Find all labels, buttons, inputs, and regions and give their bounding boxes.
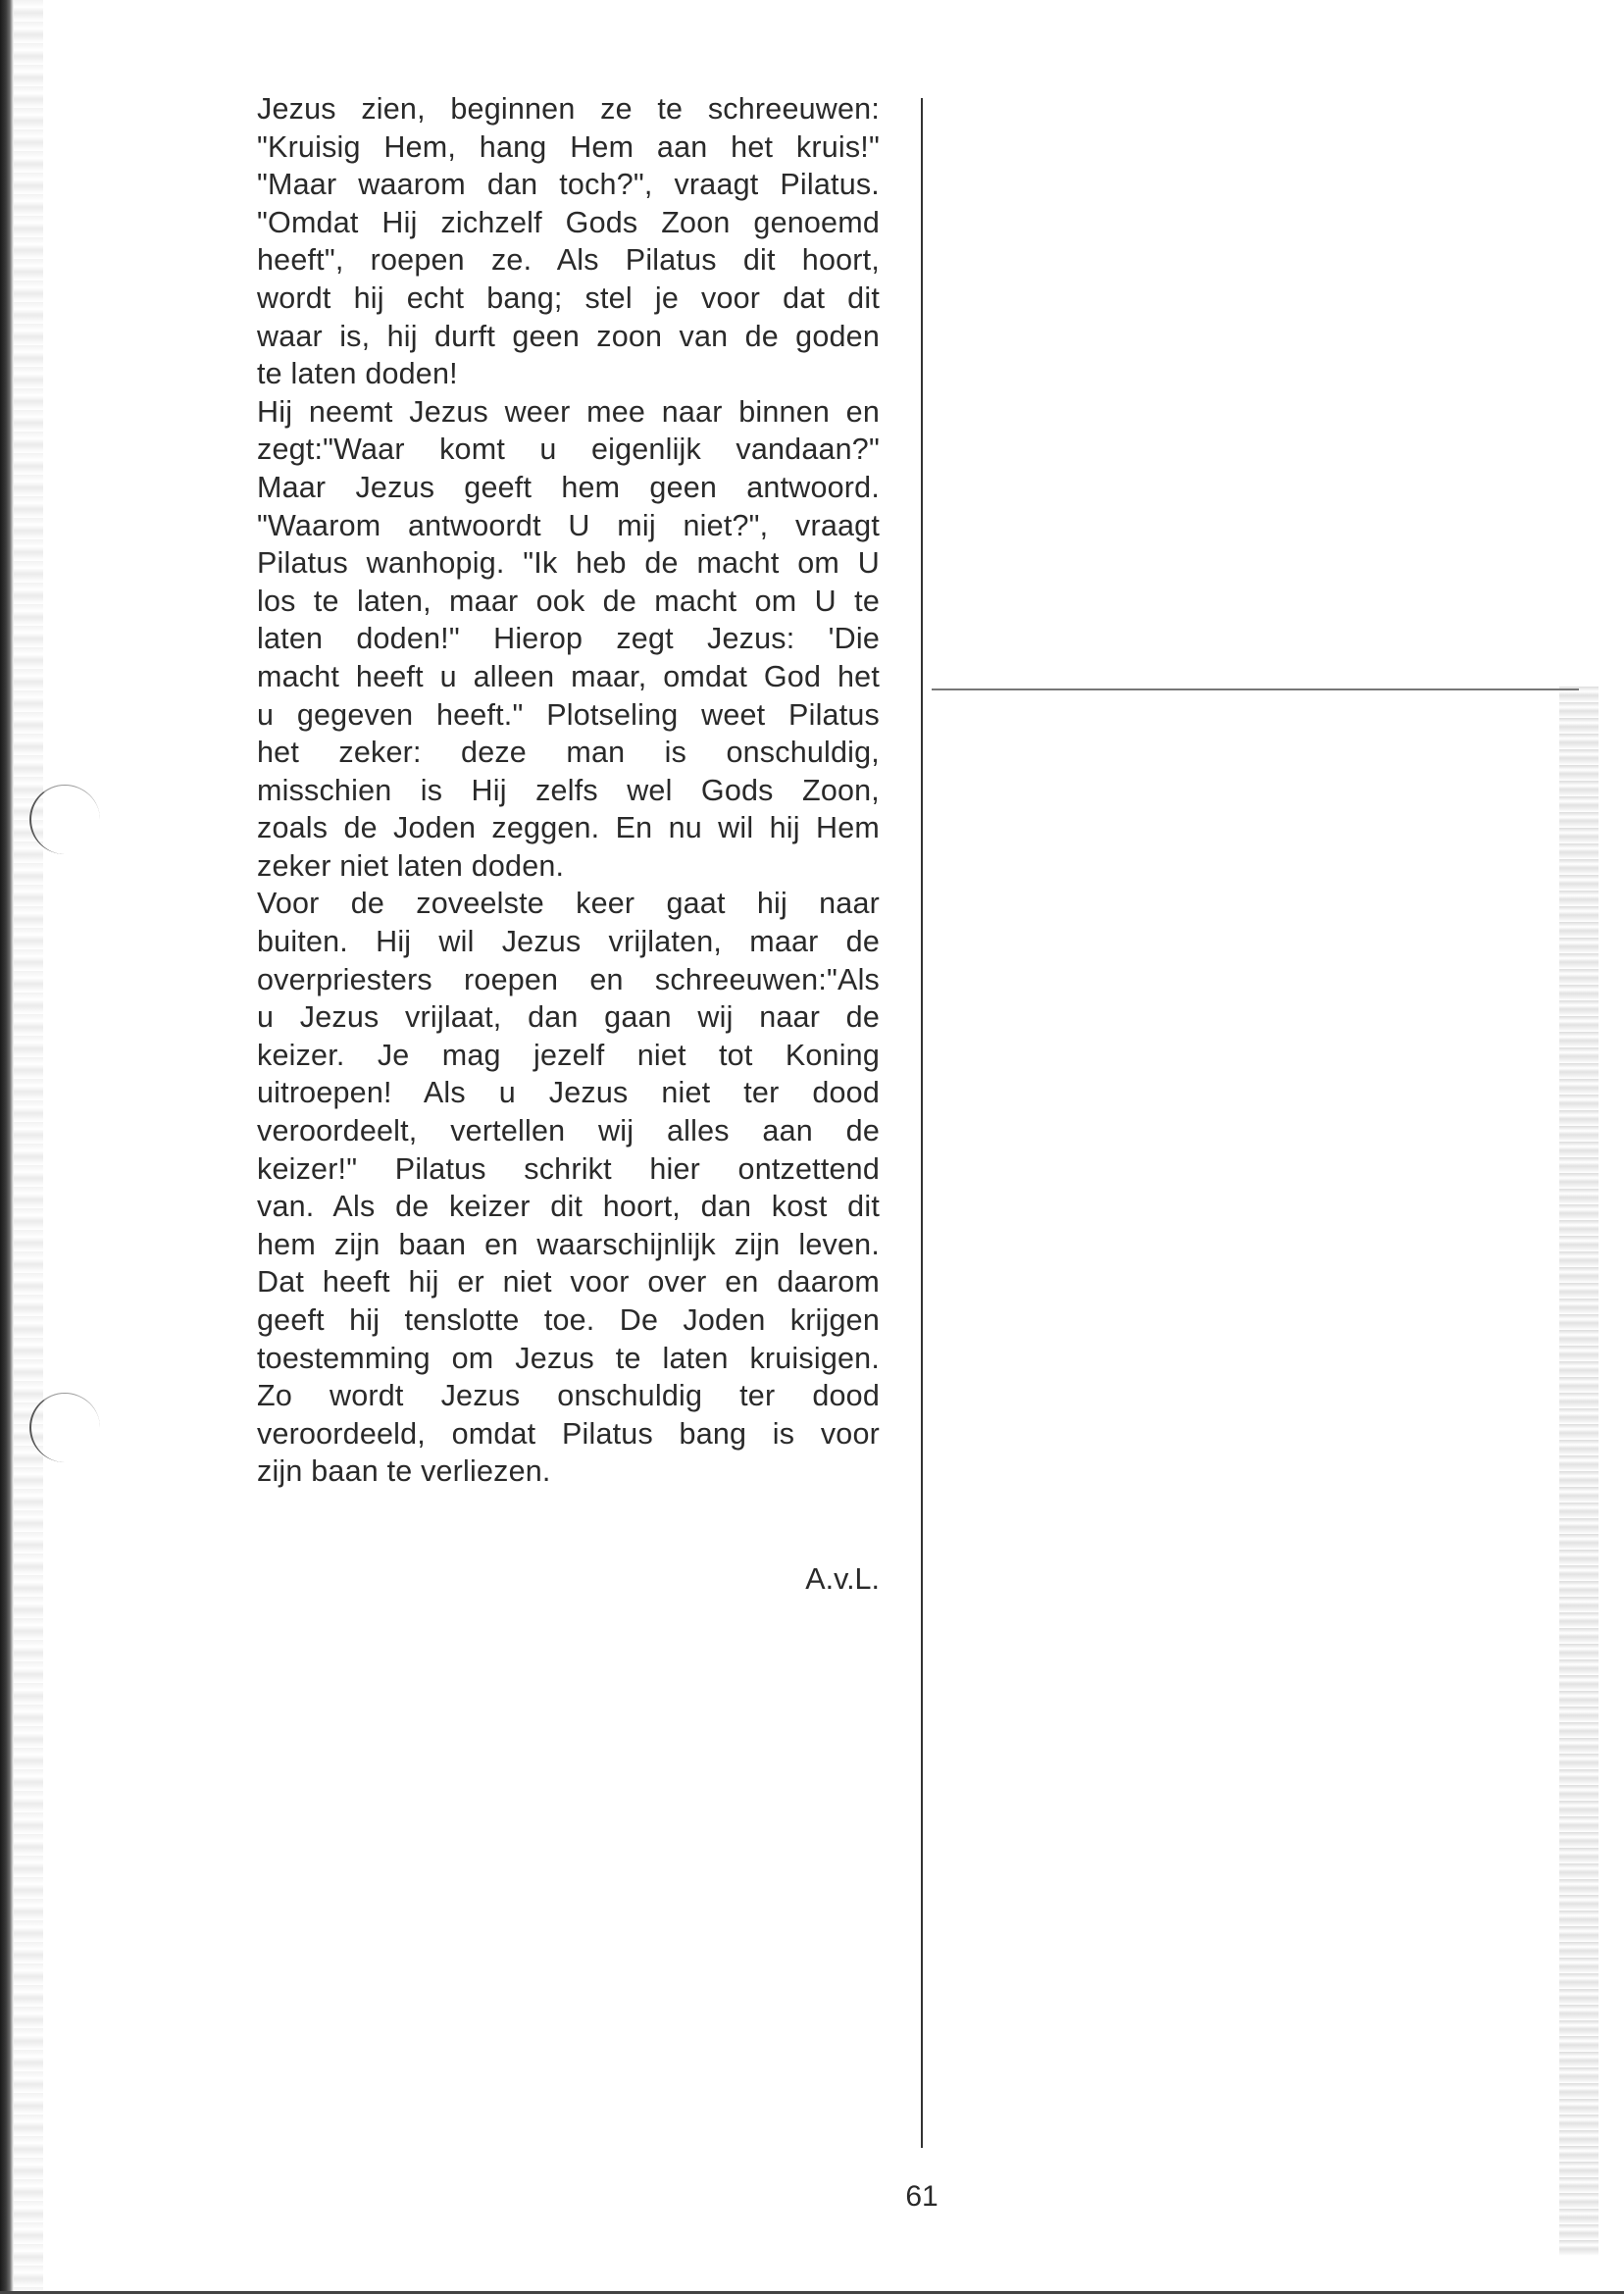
text-line: Jezus zien, beginnen ze te schreeuwen:	[257, 92, 880, 126]
text-line: u Jezus vrijlaat, dan gaan wij naar de	[257, 1000, 880, 1035]
text-line: Voor de zoveelste keer gaat hij naar	[257, 887, 880, 921]
text-line: zegt:"Waar komt u eigenlijk vandaan?"	[257, 433, 880, 467]
adjacent-page-edge	[932, 688, 1579, 690]
text-line: keizer. Je mag jezelf niet tot Koning	[257, 1038, 880, 1072]
text-line: u gegeven heeft." Plotseling weet Pilatus	[257, 697, 880, 732]
text-line: Pilatus wanhopig. "Ik heb de macht om U	[257, 546, 880, 581]
text-line: te laten doden!	[257, 357, 458, 391]
text-line: Maar Jezus geeft hem geen antwoord.	[257, 470, 880, 504]
punch-hole	[29, 1393, 100, 1462]
text-line: veroordeeld, omdat Pilatus bang is voor	[257, 1416, 880, 1451]
article-text	[257, 90, 880, 1491]
column-rule	[921, 98, 923, 2148]
text-line: "Omdat Hij zichzelf Gods Zoon genoemd	[257, 205, 880, 239]
text-line: macht heeft u alleen maar, omdat God het	[257, 659, 880, 693]
text-line: waar is, hij durft geen zoon van de goden	[257, 319, 880, 353]
text-line: zijn baan te verliezen.	[257, 1454, 551, 1489]
text-line: hem zijn baan en waarschijnlijk zijn leven.	[257, 1227, 880, 1261]
text-line: keizer!" Pilatus schrikt hier ontzettend	[257, 1151, 880, 1186]
punch-hole	[29, 785, 100, 854]
author-signature: A.v.L.	[805, 1562, 880, 1596]
text-line: wordt hij echt bang; stel je voor dat dit	[257, 280, 880, 315]
text-line: het zeker: deze man is onschuldig,	[257, 736, 880, 770]
text-line: uitroepen! Als u Jezus niet ter dood	[257, 1076, 880, 1110]
text-line: geeft hij tenslotte toe. De Joden krijgen	[257, 1303, 880, 1337]
text-line: Hij neemt Jezus weer mee naar binnen en	[257, 394, 880, 429]
text-line: van. Als de keizer dit hoort, dan kost dit	[257, 1190, 880, 1224]
text-line: toestemming om Jezus te laten kruisigen.	[257, 1341, 880, 1375]
text-line: los te laten, maar ook de macht om U te	[257, 584, 880, 618]
text-line: Dat heeft hij er niet voor over en daarom	[257, 1265, 880, 1300]
text-line: heeft", roepen ze. Als Pilatus dit hoort,	[257, 243, 880, 278]
text-line: "Kruisig Hem, hang Hem aan het kruis!"	[257, 129, 880, 164]
text-line: veroordeelt, vertellen wij alles aan de	[257, 1114, 880, 1148]
binding-edge	[0, 0, 14, 2294]
text-line: buiten. Hij wil Jezus vrijlaten, maar de	[257, 925, 880, 959]
text-line: "Waarom antwoordt U mij niet?", vraagt	[257, 508, 880, 542]
text-line: "Maar waarom dan toch?", vraagt Pilatus.	[257, 168, 880, 202]
adjacent-page-strip	[1559, 687, 1599, 2256]
text-line: overpriesters roepen en schreeuwen:"Als	[257, 962, 880, 996]
page-number: 61	[905, 2180, 939, 2213]
text-line: zoals de Joden zeggen. En nu wil hij Hem	[257, 811, 880, 845]
text-line: misschien is Hij zelfs wel Gods Zoon,	[257, 773, 880, 807]
text-line: zeker niet laten doden.	[257, 848, 565, 883]
text-line: laten doden!" Hierop zegt Jezus: 'Die	[257, 622, 880, 656]
binding-shadow	[14, 0, 43, 2294]
text-line: Zo wordt Jezus onschuldig ter dood	[257, 1379, 880, 1413]
